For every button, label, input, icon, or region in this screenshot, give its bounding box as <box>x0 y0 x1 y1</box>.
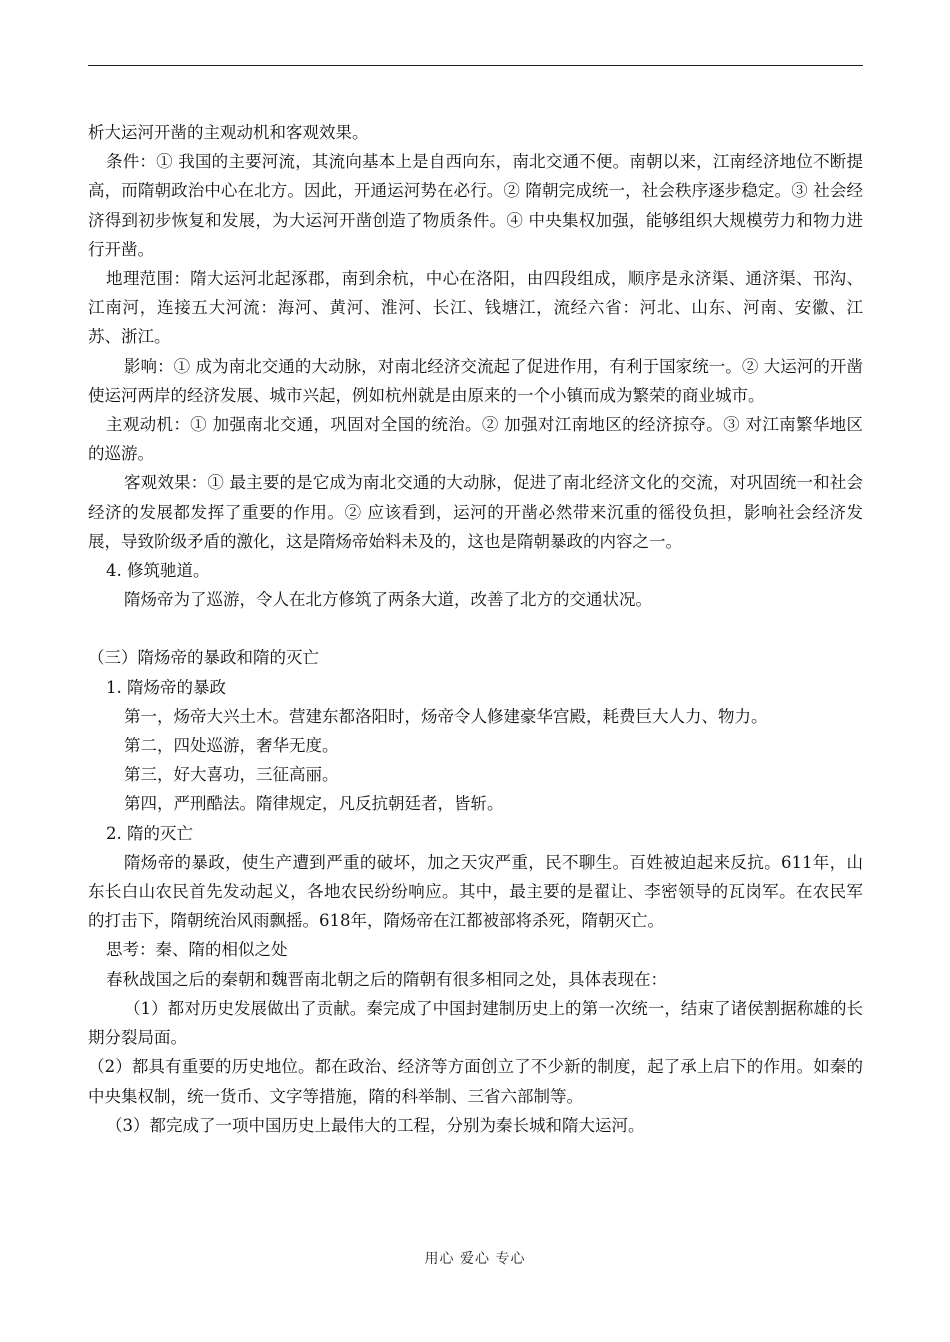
paragraph: 1. 隋炀帝的暴政 <box>106 677 226 697</box>
paragraph: 第三，好大喜功，三征高丽。 <box>124 765 339 785</box>
paragraph: 影响：① 成为南北交通的大动脉，对南北经济交流起了促进作用，有利于国家统一。② 大运河的开凿使运河两岸的经济发展、城市兴起，例如杭州就是由原来的一个小镇而成为繁荣的商业城市。 <box>88 356 863 405</box>
paragraph: 2. 隋的灭亡 <box>106 823 193 843</box>
paragraph: 思考：秦、隋的相似之处 <box>106 940 288 960</box>
paragraph: 第二，四处巡游，奢华无度。 <box>124 736 339 756</box>
paragraph: 客观效果：① 最主要的是它成为南北交通的大动脉，促进了南北经济文化的交流，对巩固统一和社会经济的发展都发挥了重要的作用。② 应该看到，运河的开凿必然带来沉重的徭役负担，影响社会经济发展，导致阶级矛盾的激化，这是隋炀帝始料未及的，这也是隋朝暴政的内容之一。 <box>88 473 863 551</box>
paragraph: 隋炀帝为了巡游，令人在北方修筑了两条大道，改善了北方的交通状况。 <box>124 590 652 610</box>
document-body <box>88 118 863 1140</box>
paragraph: 析大运河开凿的主观动机和客观效果。 <box>88 123 369 142</box>
paragraph: 条件：① 我国的主要河流，其流向基本上是自西向东，南北交通不便。南朝以来，江南经济地位不断提高，而隋朝政治中心在北方。因此，开通运河势在必行。② 隋朝完成统一，社会秩序逐步稳定。③ 社会经济得到初步恢复和发展，为大运河开凿创造了物质条件。④ 中央集权加强，能够组织大规模劳力和物力进行开凿。 <box>88 152 863 259</box>
paragraph: （1）都对历史发展做出了贡献。秦完成了中国封建制历史上的第一次统一，结束了诸侯割据称雄的长期分裂局面。 <box>88 998 863 1048</box>
paragraph: （2）都具有重要的历史地位。都在政治、经济等方面创立了不少新的制度，起了承上启下的作用。如秦的中央集权制，统一货币、文字等措施，隋的科举制、三省六部制等。 <box>88 1057 863 1106</box>
paragraph: 第四，严刑酷法。隋律规定，凡反抗朝廷者，皆斩。 <box>124 794 504 814</box>
paragraph: 第一，炀帝大兴土木。营建东都洛阳时，炀帝令人修建豪华宫殿，耗费巨大人力、物力。 <box>124 706 768 726</box>
paragraph: （3）都完成了一项中国历史上最伟大的工程，分别为秦长城和隋大运河。 <box>106 1115 645 1135</box>
paragraph-gap <box>88 614 863 643</box>
paragraph: 主观动机：① 加强南北交通，巩固对全国的统治。② 加强对江南地区的经济掠夺。③ 对江南繁华地区的巡游。 <box>88 415 863 464</box>
paragraph: 隋炀帝的暴政，使生产遭到严重的破坏，加之天灾严重，民不聊生。百姓被迫起来反抗。611年，山东长白山农民首先发动起义，各地农民纷纷响应。其中，最主要的是翟让、李密领导的瓦岗军。在农民军的打击下，隋朝统治风雨飘摇。618年，隋炀帝在江都被部将杀死，隋朝灭亡。 <box>88 852 863 931</box>
paragraph: 4. 修筑驰道。 <box>106 561 210 581</box>
paragraph: 春秋战国之后的秦朝和魏晋南北朝之后的隋朝有很多相同之处，具体表现在： <box>106 969 667 989</box>
header-rule <box>88 65 863 66</box>
page-footer: 用心 爱心 专心 <box>424 1251 526 1267</box>
paragraph: （三）隋炀帝的暴政和隋的灭亡 <box>88 648 319 668</box>
paragraph: 地理范围：隋大运河北起涿郡，南到余杭，中心在洛阳，由四段组成，顺序是永济渠、通济渠、邗沟、江南河，连接五大河流：海河、黄河、淮河、长江、钱塘江，流经六省：河北、山东、河南、安徽、江苏、浙江。 <box>88 269 863 347</box>
